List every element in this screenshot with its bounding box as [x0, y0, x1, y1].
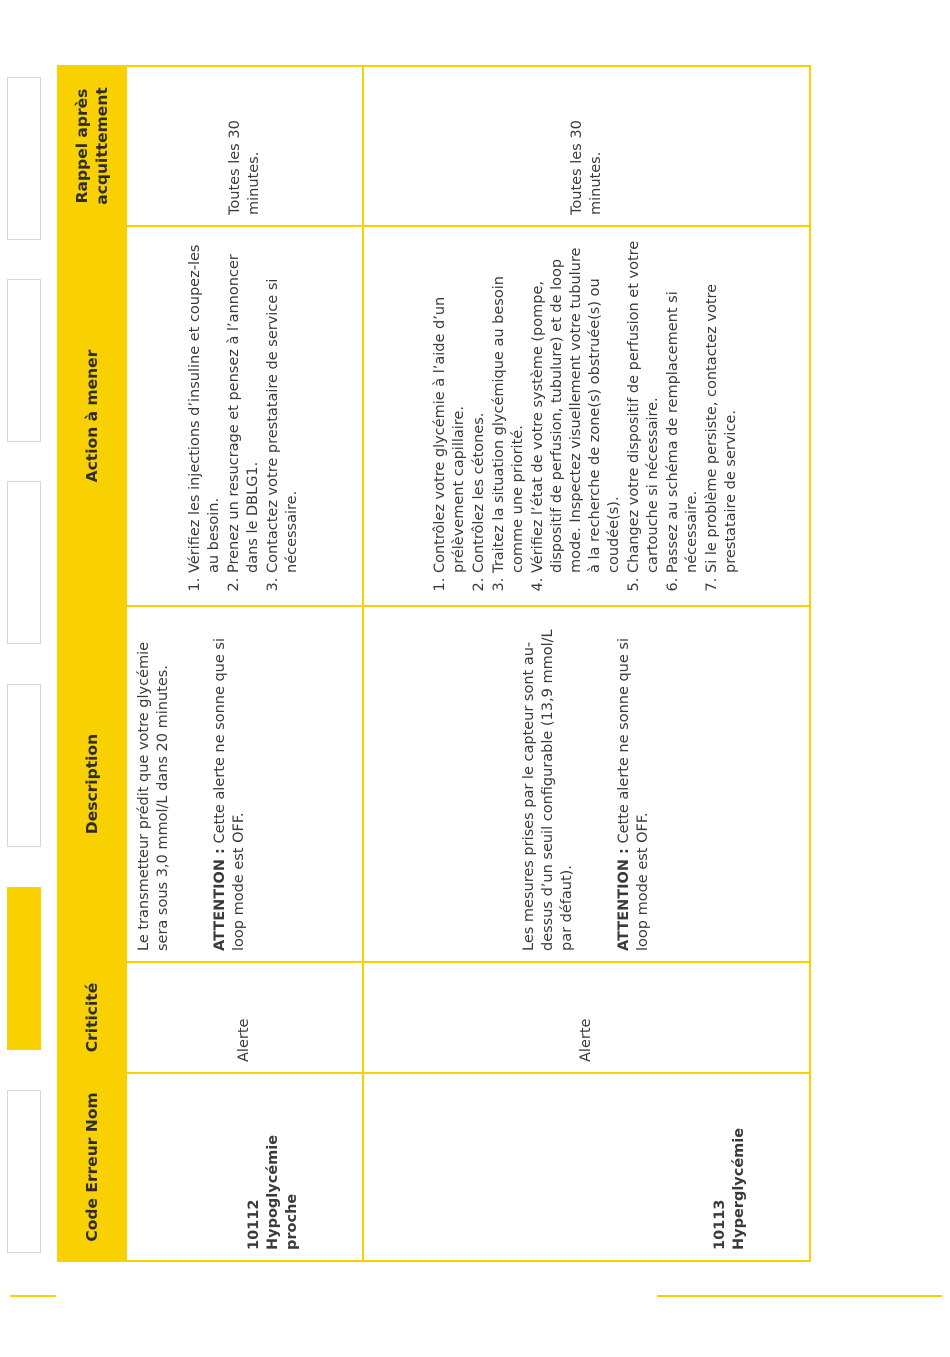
table-header-row	[58, 66, 126, 1261]
side-tab-3[interactable]	[7, 684, 41, 847]
side-tab-4[interactable]	[7, 481, 41, 644]
row-action-cell	[363, 226, 810, 606]
header-criticity-label: Criticité	[83, 982, 101, 1053]
table-row	[363, 66, 810, 1261]
row-reminder-cell	[363, 66, 810, 226]
list-item: 3. Traitez la situation glycémique au besoin comme une priorité.	[490, 237, 528, 573]
footer-line-right	[657, 1295, 942, 1297]
header-code-label: Code Erreur Nom	[83, 1092, 101, 1242]
list-item: 1. Vérifiez les injections d’insuline et coupez-les au besoin.	[186, 237, 224, 573]
side-tab-6[interactable]	[7, 77, 41, 240]
row-criticity-cell	[363, 962, 810, 1073]
error-code: 10112	[246, 1199, 263, 1250]
warning-paragraph	[211, 617, 249, 951]
reminder-value: Toutes les 30 minutes.	[568, 120, 604, 215]
error-table-rotated	[57, 67, 811, 1262]
row-reminder-cell	[126, 66, 363, 226]
list-item: 2. Contrôlez les cétones.	[470, 237, 489, 573]
list-item: 7. Si le problème persiste, contactez votre prestataire de service.	[703, 237, 741, 573]
description-text: Le transmetteur prédit que votre glycémie sera sous 3,0 mmol/L dans 20 minutes.	[136, 641, 171, 951]
list-item: 5. Changez votre dispositif de perfusion et votre cartouche si nécessaire.	[625, 237, 663, 573]
error-table	[57, 65, 811, 1262]
list-item: 4. Vérifiez l’état de votre système (pompe, dispositif de perfusion, tubulure) et de loop mode. Inspectez visuellement votre tubulure à la recherche de zone(s) obstruée(s) ou coudée(s).	[529, 237, 624, 573]
error-name: Hyperglycémie	[731, 1127, 747, 1250]
warning-text: Cette alerte ne sonne que si loop mode est OFF.	[212, 638, 247, 951]
row-action-cell	[126, 226, 363, 606]
table-row	[126, 66, 363, 1261]
warning-label: ATTENTION :	[212, 848, 228, 951]
list-item: 6. Passez au schéma de remplacement si nécessaire.	[664, 237, 702, 573]
header-reminder	[58, 66, 126, 226]
list-item: 2. Prenez un resucrage et pensez à l’annoncer dans le DBLG1.	[225, 237, 263, 573]
row-code-cell	[363, 1073, 810, 1261]
row-description-cell	[126, 606, 363, 962]
header-description-label: Description	[83, 733, 101, 835]
row-code-cell	[126, 1073, 363, 1261]
criticity-value: Alerte	[236, 1018, 253, 1062]
row-criticity-cell	[126, 962, 363, 1073]
list-item: 1. Contrôlez votre glycémie à l’aide d’un prélèvement capillaire.	[431, 237, 469, 573]
warning-paragraph	[615, 617, 653, 951]
error-name: Hypoglycémie proche	[265, 1134, 301, 1250]
header-criticity	[58, 962, 126, 1073]
action-list	[186, 237, 302, 595]
header-description	[58, 606, 126, 962]
side-tab-2-active[interactable]	[7, 887, 41, 1050]
header-reminder-label: Rappel après acquittement	[73, 87, 111, 205]
list-item: 3. Contactez votre prestataire de service si nécessaire.	[264, 237, 302, 573]
criticity-value: Alerte	[578, 1018, 595, 1062]
action-list	[431, 237, 741, 595]
side-tab-5[interactable]	[7, 279, 41, 442]
header-action-label: Action à mener	[83, 349, 101, 483]
side-tab-1[interactable]	[7, 1090, 41, 1253]
header-action	[58, 226, 126, 606]
row-description-cell	[363, 606, 810, 962]
header-code	[58, 1073, 126, 1261]
warning-text: Cette alerte ne sonne que si loop mode est OFF.	[616, 638, 652, 951]
reminder-value: Toutes les 30 minutes.	[226, 120, 262, 215]
footer-line-left	[10, 1295, 56, 1297]
error-code: 10113	[712, 1199, 728, 1250]
warning-label: ATTENTION :	[616, 848, 633, 951]
description-text: Les mesures prises par le capteur sont au-dessus d’un seuil configurable (13,9 mmol/L par défaut).	[521, 629, 576, 951]
